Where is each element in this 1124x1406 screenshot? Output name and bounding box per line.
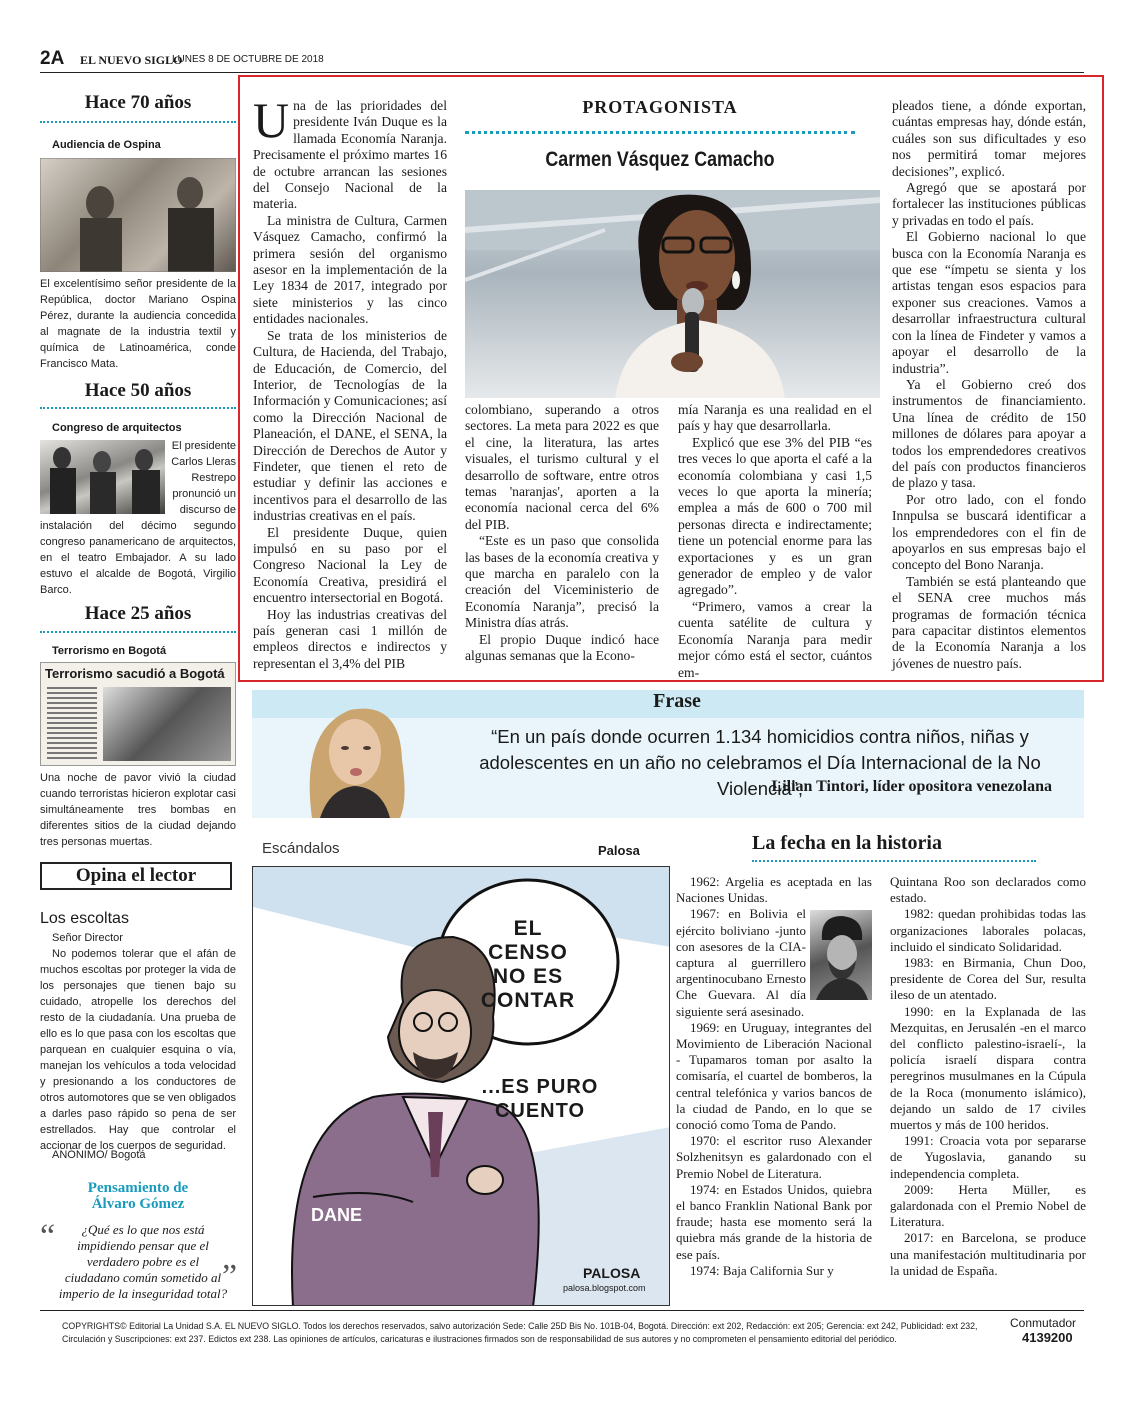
- hace25-rule: [40, 631, 236, 633]
- protag-photo-portrait: [465, 190, 880, 398]
- protag-col2: [465, 402, 659, 665]
- historia-item-cont: Quintana Roo son declarados como estado.: [890, 874, 1086, 906]
- cartoon-signature: PALOSA: [583, 1265, 641, 1281]
- cartoon-bubble-2-line-1: ...ES PURO: [481, 1076, 599, 1098]
- hace25-clipping: [40, 662, 236, 766]
- hace50-subhead: Congreso de arquitectos: [52, 422, 182, 434]
- hace50-rule: [40, 407, 236, 409]
- hace25-clip-headline: Terrorismo sacudió a Bogotá: [45, 666, 225, 681]
- protag-col3-p1: mía Naranja es una realidad en el país y hay que desarrollarla.: [678, 402, 872, 434]
- protag-photo: [465, 190, 880, 398]
- protag-col1-p2: La ministra de Cultura, Carmen Vásquez Camacho, confirmó la primera sesión del organismo asesor en la implementación de la Ley 1834 de 2017, integrado por siete ministerios y las cinco entidades nacionales.: [253, 212, 447, 327]
- frase-photo: [290, 690, 420, 818]
- protag-col2-p2: “Este es un paso que consolida las bases de la economía creativa y que marcha en paralelo con la creación del Viceministerio de Economía Naranja”, precisó la Ministra días atrás.: [465, 533, 659, 631]
- historia-item-1970: 1970: el escritor ruso Alexander Solzhenitsyn es galardonado con el Premio Nobel de Literatura.: [676, 1133, 872, 1181]
- hace25-caption: Una noche de pavor vivió la ciudad cuando terroristas hicieron explotar casi simultáneamente tres bombas en diferentes sitios de la ciudad dejando tres personas muertas.: [40, 772, 236, 848]
- historia-col1: [676, 874, 872, 1279]
- cartoon-bubble-2: [475, 1075, 605, 1123]
- hace70-title: Hace 70 años: [84, 92, 192, 113]
- opina-body: No podemos tolerar que el afán de muchos escoltas por proteger la vida de los personajes que tienen bajo su cuidado, atropelle los derechos del resto de la ciudadanía. Una prueba de ello es lo que pasa con los escoltas que parquean en cualquier esquina o vía, manejan los vehículos a toda velocidad y presionando a los conductores de otros automotores que se ven obligados a darles paso rápido so pena de ser estrellados. Hay que controlar el accionar de los cuerpos de seguridad.: [40, 948, 236, 1152]
- pensamiento-title-2: Álvaro Gómez: [91, 1196, 185, 1212]
- opina-box: [40, 862, 232, 890]
- hace70-photo: [40, 158, 236, 272]
- cartoon-bubble-1: [475, 917, 581, 1013]
- historia-item-1967: 1967: en Bolivia el ejército boliviano -junto con asesores de la CIA- captura al guerrillero argentinocubano Ernesto Che Guevara. Al día siguiente será asesinado.: [676, 906, 806, 1019]
- historia-item-2017: 2017: en Barcelona, se produce una manifestación multitudinaria por la unidad de España.: [890, 1230, 1086, 1278]
- quote-close-icon: ”: [222, 1258, 238, 1295]
- protag-col4-p3: El Gobierno nacional lo que busca con la Economía Naranja es que ese “ímpetu se sienta y los artistas tengan esos espacios para exponer sus creaciones. Vamos a desarrollar infraestructura cultural con la línea de Findeter y vamos a apoyar el desarrollo de la industria”.: [892, 229, 1086, 376]
- protag-col3-p3: “Primero, vamos a crear la cuenta satélite de cultura y Economía Naranja para medir mejor cómo está el sector, cuántos em-: [678, 598, 872, 680]
- hace50-photo: [40, 440, 165, 514]
- protag-col4: [892, 98, 1086, 672]
- protag-col3-p2: Explicó que ese 3% del PIB “es tres veces lo que aporta el café a la economía colombiana y casi 1,5 veces lo que aporta la minería; emplea a más de 600 o 700 mil personas directa e indirectamente; tiene un potencial enorme para las exportaciones y es un gran generador de empleo y de valor agregado”.: [678, 434, 872, 598]
- frase-portrait: [290, 690, 420, 818]
- frase-author: Lilian Tintori, líder opositora venezolana: [771, 778, 1052, 795]
- protag-col1-p3: Se trata de los ministerios de Cultura, de Hacienda, del Trabajo, de Educación, de Comercio, del Interior, de Tecnologías de la Información y Comunicaciones; así como la Dirección Nacional de Planeación, el DANE, el SENA, la Dirección de Derechos de Autor y Findeter, que tienen el reto de estudiar y definir las acciones e incentivos para el desarrollo de las industrias creativas en el país.: [253, 327, 447, 524]
- protag-col4-p2: Agregó que se apostará por fortalecer las instituciones públicas y privadas en todo el país.: [892, 180, 1086, 228]
- hace25-clip-text: [47, 687, 97, 759]
- opina-headline: Los escoltas: [40, 910, 129, 927]
- historia-item-1974b: 1974: Baja California Sur y: [690, 1262, 834, 1278]
- protag-col1-p1: na de las prioridades del presidente Iván Duque es la llamada Economía Naranja. Precisamente el próximo martes 16 de octubre arrancan las sesiones del Consejo Nacional de la materia.: [253, 98, 447, 212]
- historia-item-1990: 1990: en la Explanada de las Mezquitas, en Jerusalén -en el marco del conflicto palestino-israelí-, la policía israelí dispara contra peregrinos musulmanes en la Cúpula de la Roca (monumento islámico), dejando un saldo de 17 civiles muertos y más de 100 heridos.: [890, 1003, 1086, 1133]
- hace50-caption: instalación del décimo segundo congreso panamericano de arquitectos, en el teatro Embajador. A su lado estuvo el alcalde de Bogotá, Virgilio Barco.: [40, 520, 236, 596]
- pensamiento-quote: ¿Qué es lo que nos está impidiendo pensar que el verdadero pobre es el ciudadano común sometido al imperio de la inseguridad total?: [58, 1222, 228, 1301]
- hace50-caption-side: El presidente Carlos Lleras Restrepo pronunció un discurso de: [171, 440, 236, 516]
- hace50-photo-figures: [40, 440, 165, 514]
- cartoon-bubble-2-line-2: CUENTO: [494, 1100, 586, 1122]
- paper-name: EL NUEVO SIGLO: [80, 53, 183, 67]
- cartoon-blog: palosa.blogspot.com: [563, 1283, 646, 1293]
- protag-col1: [253, 92, 447, 672]
- protag-col1-p4: El presidente Duque, quien impulsó en su paso por el Congreso Nacional la Ley de Economía Creativa, presidirá el encuentro intersectorial en Bogotá.: [253, 524, 447, 606]
- historia-item-1982: 1982: quedan prohibidas todas las organizaciones laborales polacas, incluido el sindicato Solidaridad.: [890, 906, 1086, 954]
- opina-title: Opina el lector: [75, 865, 197, 886]
- opina-salutation: Señor Director: [52, 932, 123, 944]
- footer-rule: [40, 1310, 1084, 1311]
- hace70-rule: [40, 121, 236, 123]
- historia-rule: [752, 860, 1036, 862]
- historia-title: La fecha en la historia: [752, 832, 942, 854]
- header-rule: [40, 72, 1084, 73]
- cartoon-bubble-1-line-2: CENSO: [488, 941, 568, 964]
- page-number: 2A: [40, 48, 65, 69]
- cartoon-bubble-1-line-1: EL: [513, 917, 543, 940]
- protag-col4-p4: Ya el Gobierno creó dos instrumentos de financiamiento. Una línea de crédito de 150 millones de dólares para apoyar a todos los emprendedores creativos del país con productos financieros de plazo y tasa.: [892, 376, 1086, 491]
- historia-item-1962: 1962: Argelia es aceptada en las Naciones Unidas.: [676, 874, 872, 906]
- hace50-title: Hace 50 años: [84, 380, 192, 401]
- cartoon-label: Escándalos: [262, 840, 340, 857]
- protag-label: PROTAGONISTA: [582, 97, 738, 117]
- frase-quote: “En un país donde ocurren 1.134 homicidios contra niños, niñas y adolescentes en un año no celebramos el Día Internacional de la No Violencia”,: [479, 726, 1041, 799]
- paper-date: LUNES 8 DE OCTUBRE DE 2018: [172, 54, 324, 65]
- cartoon-author: Palosa: [598, 843, 640, 858]
- hace70-caption: El excelentísimo señor presidente de la República, doctor Mariano Ospina Pérez, durante la audiencia concedida al magnate de la industria textil y química de Latinoamérica, conde Francisco Mata.: [40, 278, 236, 370]
- cartoon-bubble-1-line-3: NO ES: [492, 965, 564, 988]
- historia-item-1969: 1969: en Uruguay, integrantes del Movimiento de Liberación Nacional - Tupamaros toman por asalto la comisaría, el cuartel de bomberos, la central telefónica y varios bancos de la ciudad de Pando, en lo que se conoció como Toma de Pando.: [676, 1019, 872, 1133]
- hace70-subhead: Audiencia de Ospina: [52, 139, 161, 151]
- conmutador-number: 4139200: [1022, 1330, 1073, 1345]
- protag-col4-p6: También se está planteando que el SENA cree muchos más programas de formación técnica para capacitar distintos elementos de la Economía Naranja a los jóvenes de nuestro país.: [892, 573, 1086, 671]
- cartoon-bubble-1-line-4: CONTAR: [480, 989, 576, 1012]
- conmutador-label: Conmutador: [1010, 1316, 1077, 1330]
- frase-title: Frase: [653, 690, 701, 712]
- cartoon-drawing: [253, 867, 670, 1306]
- cartoon-frame: [252, 866, 670, 1306]
- protag-col3: [678, 402, 872, 681]
- hace25-subhead: Terrorismo en Bogotá: [52, 645, 167, 657]
- hace25-clip-photo: [103, 687, 231, 761]
- protag-col2-p1: colombiano, superando a otros sectores. La meta para 2022 es que el cine, la literatura, las artes visuales, el turismo cultural y el desarrollo de software, entre otros temas 'naranjas', aporten a la economía nacional cerca del 6% del PIB.: [465, 402, 659, 532]
- historia-col2: [890, 874, 1086, 1279]
- protag-col4-p5: Por otro lado, con el fondo Innpulsa se buscará identificar a los emprendedores con el fin de apoyarlos en sus empresas bajo el concepto del Bono Naranja.: [892, 491, 1086, 573]
- hace25-title: Hace 25 años: [84, 603, 192, 624]
- pensamiento-title: [40, 1180, 236, 1212]
- protag-dropcap: U: [253, 92, 290, 148]
- pensamiento-title-1: Pensamiento de: [87, 1180, 189, 1196]
- protag-col4-p1: pleados tiene, a dónde exportan, cuántas empresas hay, dónde están, cuáles son sus dificultades y eso nos permitirá tomar mejores decisiones”, explicó.: [892, 98, 1086, 179]
- cartoon-shirt-label: DANE: [311, 1205, 363, 1225]
- protag-col1-p5: Hoy las industrias creativas del país generan casi 1 millón de empleos directos e indirectos y representan el 3,4% del PIB: [253, 606, 447, 671]
- protag-col2-p3: El propio Duque indicó hace algunas semanas que la Econo-: [465, 631, 659, 664]
- historia-item-1991: 1991: Croacia vota por separarse de Yugoslavia, ganando su independencia completa.: [890, 1133, 1086, 1181]
- quote-open-icon: “: [40, 1218, 56, 1255]
- historia-item-2009: 2009: Herta Müller, es galardonada con el Premio Nobel de Literatura.: [890, 1181, 1086, 1230]
- hace70-photo-figures: [40, 158, 236, 272]
- opina-signature: ANÓNIMO/ Bogotá: [52, 1149, 146, 1161]
- footer-copyright: COPYRIGHTS© Editorial La Unidad S.A. EL NUEVO SIGLO. Todos los derechos reservados, salvo autorización Sede: Calle 25D Bis No. 101B-04, Bogotá. Dirección: ext 202, Redacción: ext 205; Gerencia: ext 242, Publicidad: ext 232, Circulación y Suscripciones: ext 237. Edictos ext 238. Las opiniones de artículos, caricaturas e ilustraciones firmados son de responsabilidad de sus autores y no comprometen el pensamiento editorial del periódico.: [62, 1321, 978, 1344]
- protag-rule: [465, 131, 855, 134]
- historia-item-1983: 1983: en Birmania, Chun Doo, presidente de Corea del Sur, resulta ileso de un atentado.: [890, 955, 1086, 1003]
- historia-item-1974a: 1974: en Estados Unidos, quiebra el banco Franklin National Bank por fraude; hasta ese momento será la quiebra más grande de la historia de ese país.: [676, 1181, 872, 1262]
- protag-name: Carmen Vásquez Camacho: [545, 148, 775, 171]
